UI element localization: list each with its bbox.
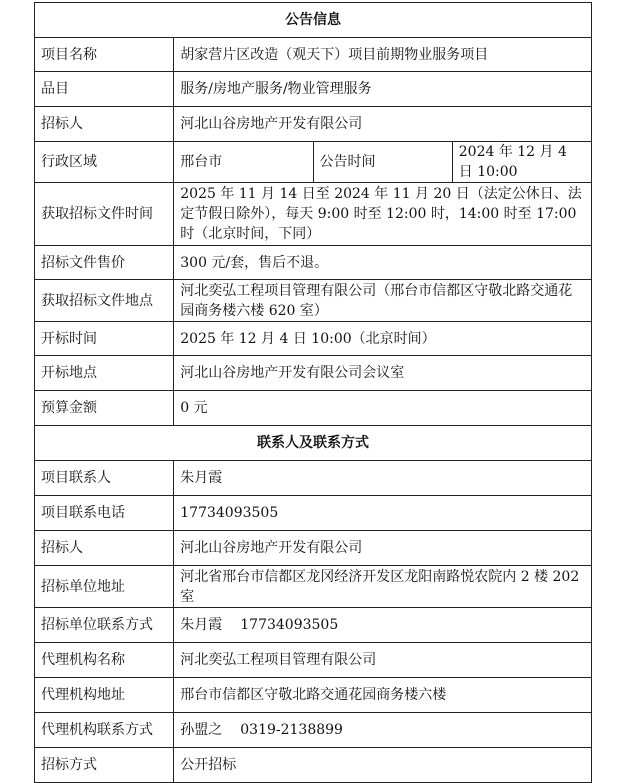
value-budget: 0 元 [174, 391, 592, 426]
value-contact-tenderer: 河北山谷房地产开发有限公司 [174, 531, 592, 566]
agency-contact-name: 孙盟之 [180, 722, 223, 738]
label-contact-tenderer: 招标人 [35, 531, 174, 566]
label-tenderer-contact: 招标单位联系方式 [35, 608, 174, 643]
value-doc-price: 300 元/套，售后不退。 [174, 246, 592, 280]
notice-table [34, 2, 592, 783]
label-doc-time: 获取招标文件时间 [35, 183, 174, 246]
label-bid-opening-time: 开标时间 [35, 322, 174, 356]
value-project-contact: 朱月霞 [174, 461, 592, 496]
value-doc-time: 2025 年 11 月 14 日至 2024 年 11 月 20 日（法定公休日、法定节假日除外），每天 9:00 时至 12:00 时，14:00 时至 17:00 时（北京时间，下同） [174, 183, 592, 246]
value-category: 服务/房地产服务/物业管理服务 [174, 72, 592, 107]
label-doc-price: 招标文件售价 [35, 246, 174, 280]
value-bid-opening-place: 河北山谷房地产开发有限公司会议室 [174, 356, 592, 391]
value-tenderer-contact [174, 608, 592, 643]
value-project-name: 胡家营片区改造（观天下）项目前期物业服务项目 [174, 38, 592, 72]
value-bid-opening-time: 2025 年 12 月 4 日 10:00（北京时间） [174, 322, 592, 356]
label-notice-time: 公告时间 [313, 142, 452, 183]
section-title-notice: 公告信息 [35, 3, 592, 38]
label-agency-name: 代理机构名称 [35, 643, 174, 678]
label-agency-contact: 代理机构联系方式 [35, 713, 174, 748]
value-project-phone: 17734093505 [174, 496, 592, 531]
value-bid-method: 公开招标 [174, 748, 592, 783]
label-budget: 预算金额 [35, 391, 174, 426]
label-bid-opening-place: 开标地点 [35, 356, 174, 391]
label-project-contact: 项目联系人 [35, 461, 174, 496]
tender-notice-document [34, 2, 592, 783]
agency-contact-phone: 0319-2138899 [240, 722, 343, 738]
label-project-phone: 项目联系电话 [35, 496, 174, 531]
label-doc-location: 获取招标文件地点 [35, 280, 174, 322]
value-doc-location: 河北奕弘工程项目管理有限公司（邢台市信都区守敬北路交通花园商务楼六楼 620 室） [174, 280, 592, 322]
section-title-contacts: 联系人及联系方式 [35, 426, 592, 461]
value-agency-name: 河北奕弘工程项目管理有限公司 [174, 643, 592, 678]
value-agency-address: 邢台市信都区守敬北路交通花园商务楼六楼 [174, 678, 592, 713]
label-project-name: 项目名称 [35, 38, 174, 72]
label-agency-address: 代理机构地址 [35, 678, 174, 713]
label-category: 品目 [35, 72, 174, 107]
tenderer-contact-name: 朱月霞 [180, 617, 223, 633]
label-tenderer-address: 招标单位地址 [35, 566, 174, 608]
value-notice-time: 2024 年 12 月 4 日 10:00 [452, 142, 591, 183]
value-region: 邢台市 [174, 142, 313, 183]
value-tenderer: 河北山谷房地产开发有限公司 [174, 107, 592, 142]
tenderer-contact-phone: 17734093505 [240, 617, 339, 633]
label-bid-method: 招标方式 [35, 748, 174, 783]
label-tenderer: 招标人 [35, 107, 174, 142]
value-tenderer-address: 河北省邢台市信都区龙冈经济开发区龙阳南路悦农院内 2 楼 202 室 [174, 566, 592, 608]
label-region: 行政区域 [35, 142, 174, 183]
value-agency-contact [174, 713, 592, 748]
